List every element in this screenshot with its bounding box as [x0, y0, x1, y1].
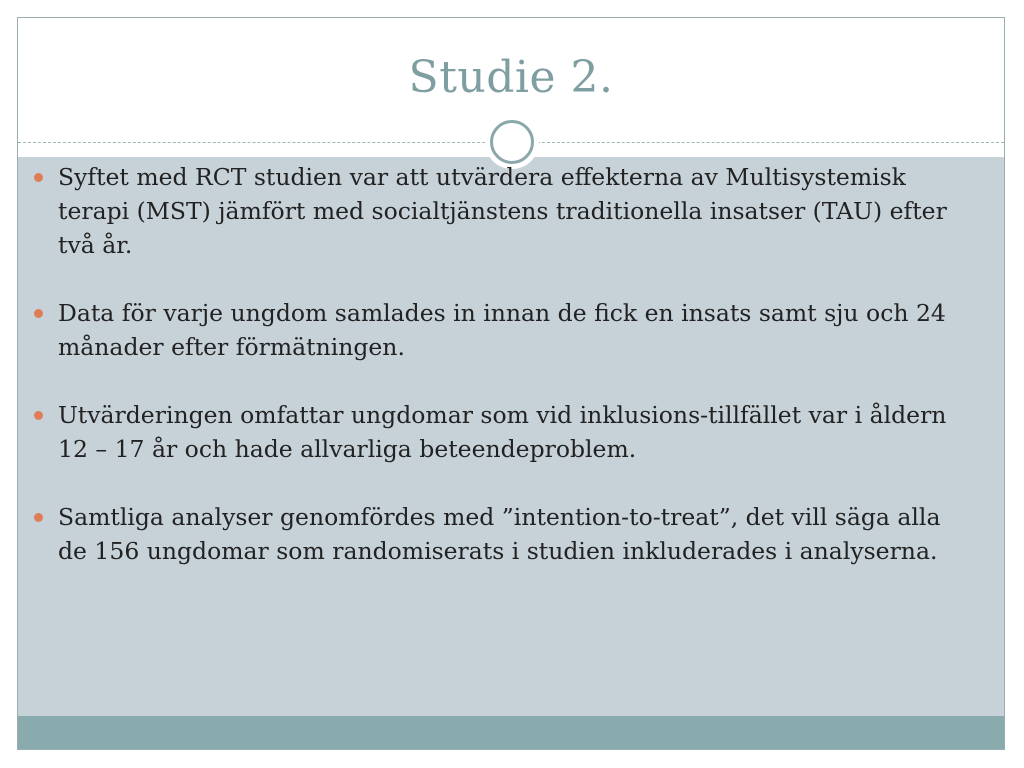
bullet-text-data: Data för varje ungdom samlades in innan de fick en insats samt sju och 24 månader efter förmätningen. [58, 299, 946, 361]
bullet-text-analysis: Samtliga analyser genomfördes med ”intention-to-treat”, det vill säga alla de 156 ungdomar som randomiserats i studien inkluderades i analyserna. [58, 503, 941, 565]
slide-title: Studie 2. [408, 52, 614, 103]
ornament-ring [490, 120, 534, 164]
bullet-item-population [34, 398, 964, 466]
bullet-item-aim [34, 160, 964, 262]
bullet-text-aim: Syftet med RCT studien var att utvärdera effekterna av Multisystemisk terapi (MST) jämfört med socialtjänstens traditionella insatser (TAU) efter två år. [58, 163, 947, 259]
bullet-item-analysis [34, 500, 964, 568]
footer-band [18, 716, 1004, 750]
bullet-dot-icon [34, 309, 43, 318]
bullet-item-data [34, 296, 964, 364]
bullet-text-population: Utvärderingen omfattar ungdomar som vid inklusions-tillfället var i åldern 12 – 17 år och hade allvarliga beteendeproblem. [58, 401, 947, 463]
bullet-dot-icon [34, 513, 43, 522]
bullet-list [34, 160, 964, 602]
bullet-dot-icon [34, 173, 43, 182]
bullet-dot-icon [34, 411, 43, 420]
